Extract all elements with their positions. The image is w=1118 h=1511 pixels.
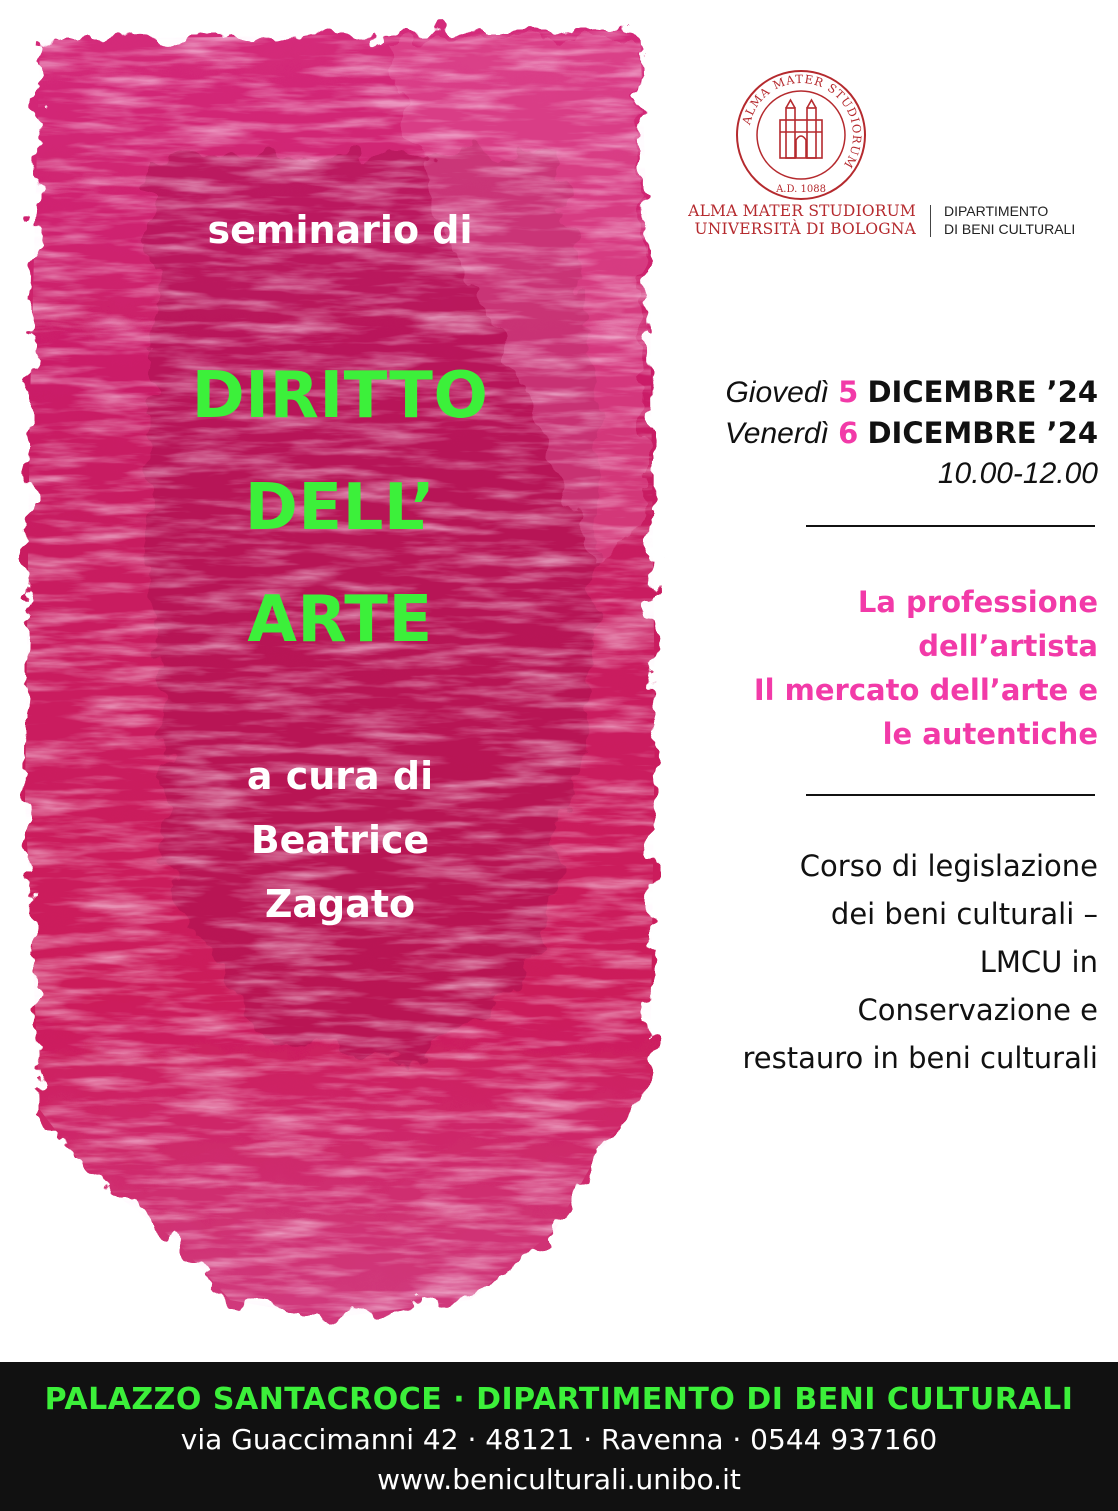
university-name-line: ALMA MATER STUDIORUM xyxy=(688,202,916,220)
seminar-topics xyxy=(698,580,1098,756)
date-day: Venerdì xyxy=(724,417,829,450)
course-line: LMCU in xyxy=(979,945,1098,979)
topic-line: dell’artista xyxy=(918,629,1098,663)
topic-line: le autentiche xyxy=(882,717,1098,751)
department-name-line: DIPARTIMENTO xyxy=(944,203,1049,219)
title-line: DELL’ xyxy=(244,471,436,545)
time-range: 10.00-12.00 xyxy=(937,457,1098,490)
logo-divider xyxy=(930,205,931,237)
seal-building-icon xyxy=(780,100,822,158)
university-name-line: UNIVERSITÀ DI BOLOGNA xyxy=(694,220,916,238)
title-line: ARTE xyxy=(247,583,433,657)
curator-last-name: Zagato xyxy=(264,882,416,926)
date-month: DICEMBRE ’24 xyxy=(867,416,1098,450)
seminar-dates xyxy=(598,372,1098,494)
seal-year: A.D. 1088 xyxy=(776,184,826,195)
divider-line xyxy=(806,525,1095,527)
footer-venue: PALAZZO SANTACROCE · DIPARTIMENTO DI BENI CULTURALI xyxy=(44,1382,1074,1417)
course-line: dei beni culturali – xyxy=(830,897,1098,931)
date-number: 6 xyxy=(838,416,859,450)
footer-website-link[interactable]: www.beniculturali.unibo.it xyxy=(377,1463,741,1496)
seminar-title xyxy=(40,340,640,676)
date-line xyxy=(598,413,1098,454)
date-month: DICEMBRE ’24 xyxy=(867,375,1098,409)
divider-line xyxy=(806,794,1095,796)
date-day: Giovedì xyxy=(725,376,829,409)
course-info xyxy=(678,842,1098,1082)
course-line: Conservazione e xyxy=(857,993,1098,1027)
university-seal-logo xyxy=(734,68,868,202)
title-line: DIRITTO xyxy=(191,359,489,433)
seminar-intro: seminario di xyxy=(207,208,473,252)
university-name xyxy=(684,202,916,238)
curator xyxy=(40,744,640,936)
footer-address: via Guaccimanni 42 · 48121 · Ravenna · 0544 937160 xyxy=(180,1423,938,1456)
topic-line: Il mercato dell’arte e xyxy=(753,673,1098,707)
course-line: Corso di legislazione xyxy=(799,849,1098,883)
curator-first-name: Beatrice xyxy=(250,818,430,862)
date-number: 5 xyxy=(838,375,859,409)
curator-label: a cura di xyxy=(246,754,434,798)
department-name-line: DI BENI CULTURALI xyxy=(944,221,1076,237)
date-line xyxy=(598,372,1098,413)
department-name xyxy=(944,202,1114,238)
topic-line: La professione xyxy=(857,585,1098,619)
footer xyxy=(0,1362,1118,1511)
course-line: restauro in beni culturali xyxy=(742,1041,1098,1075)
seal-arc-text: ALMA MATER STUDIORUM xyxy=(739,71,865,172)
